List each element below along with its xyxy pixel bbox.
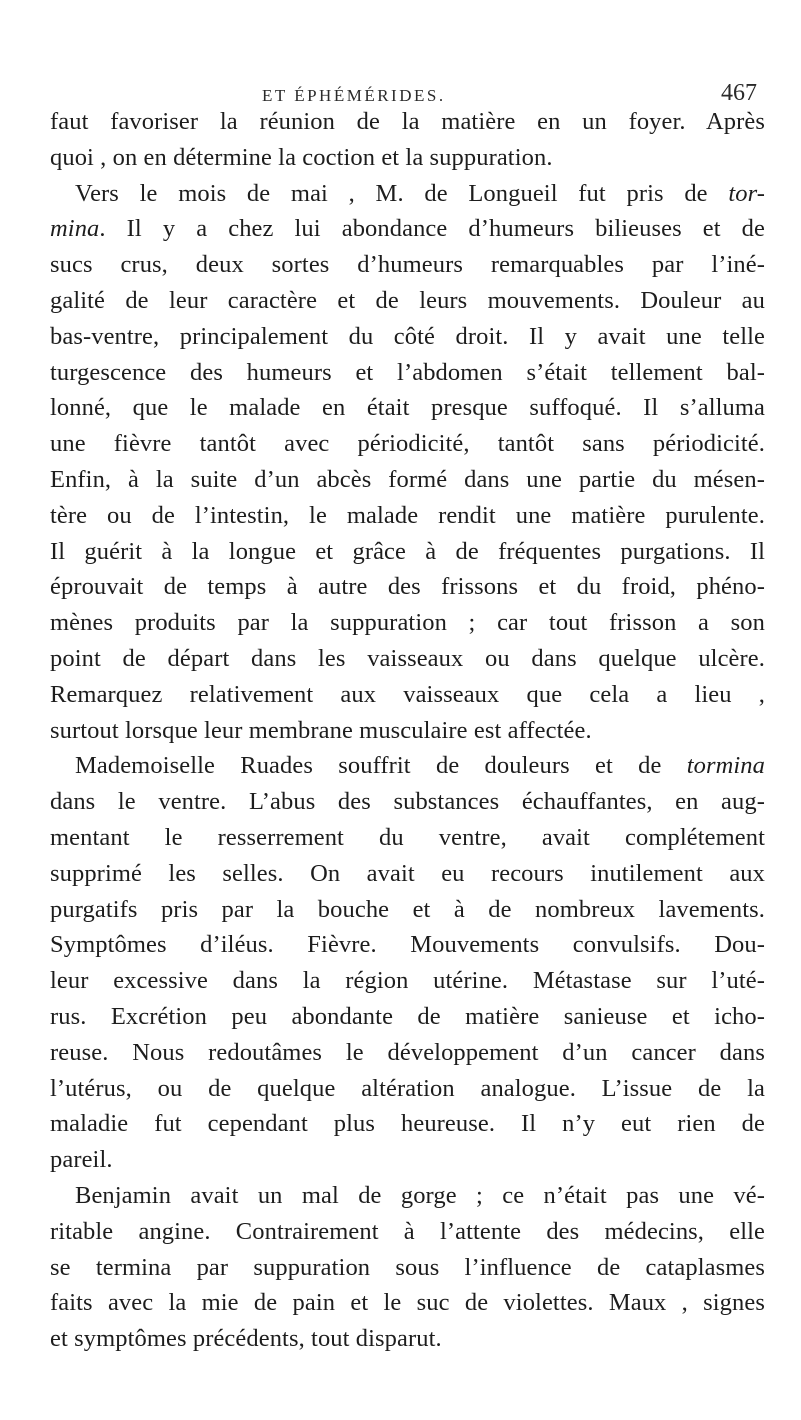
text-line: mentant le resserrement du ventre, avait complétement [50,823,765,851]
text-line: Benjamin avait un mal de gorge ; ce n’était pas une vé- [75,1181,765,1209]
text-line: reuse. Nous redoutâmes le développement d’un cancer dans [50,1038,765,1066]
text-line: Il guérit à la longue et grâce à de fréquentes purgations. Il [50,537,765,565]
text-line: rus. Excrétion peu abondante de matière sanieuse et icho- [50,1002,765,1030]
text-line: Vers le mois de mai , M. de Longueil fut pris de tor- [75,179,765,207]
text-line: galité de leur caractère et de leurs mouvements. Douleur au [50,286,765,314]
text-line: une fièvre tantôt avec périodicité, tantôt sans périodicité. [50,430,765,458]
text-line: Symptômes d’iléus. Fièvre. Mouvements convulsifs. Dou- [50,931,765,959]
text-line: Enfin, à la suite d’un abcès formé dans une partie du mésen- [50,465,765,493]
text-line: point de départ dans les vaisseaux ou dans quelque ulcère. [50,644,765,672]
text-line: mènes produits par la suppuration ; car tout frisson a son [50,609,765,637]
body-text [50,104,765,1357]
text-line: faut favoriser la réunion de la matière en un foyer. Après [50,108,765,135]
text-line: se termina par suppuration sous l’influence de cataplasmes [50,1253,765,1281]
text-line: faits avec la mie de pain et le suc de violettes. Maux , signes [50,1289,765,1317]
text-line: ritable angine. Contrairement à l’attente des médecins, elle [50,1217,765,1245]
text-line: turgescence des humeurs et l’abdomen s’était tellement bal- [50,358,765,386]
text-line: supprimé les selles. On avait eu recours inutilement aux [50,859,765,887]
text-line: purgatifs pris par la bouche et à de nombreux lavements. [50,895,765,923]
text-line: sucs crus, deux sortes d’humeurs remarquables par l’iné- [50,251,765,279]
text-line: surtout lorsque leur membrane musculaire est affectée. [50,716,592,744]
text-line: pareil. [50,1146,113,1174]
text-line: l’utérus, ou de quelque altération analogue. L’issue de la [50,1074,765,1102]
text-line: dans le ventre. L’abus des substances échauffantes, en aug- [50,788,765,816]
text-line: bas-ventre, principalement du côté droit. Il y avait une telle [50,322,765,350]
text-line: tère ou de l’intestin, le malade rendit une matière purulente. [50,501,765,529]
text-line: leur excessive dans la région utérine. Métastase sur l’uté- [50,967,765,995]
text-line: éprouvait de temps à autre des frissons et du froid, phéno- [50,573,765,601]
text-line: Remarquez relativement aux vaisseaux que cela a lieu , [50,680,765,708]
text-line: Mademoiselle Ruades souffrit de douleurs et de tormina [75,752,765,780]
text-line: mina. Il y a chez lui abondance d’humeurs bilieuses et de [50,215,765,243]
running-title: ET ÉPHÉMÉRIDES. [262,86,446,105]
text-line: maladie fut cependant plus heureuse. Il n’y eut rien de [50,1110,765,1138]
text-line: quoi , on en détermine la coction et la suppuration. [50,143,553,171]
page-number: 467 [721,80,757,106]
text-line: lonné, que le malade en était presque suffoqué. Il s’alluma [50,394,765,422]
text-line: et symptômes précédents, tout disparut. [50,1325,442,1353]
